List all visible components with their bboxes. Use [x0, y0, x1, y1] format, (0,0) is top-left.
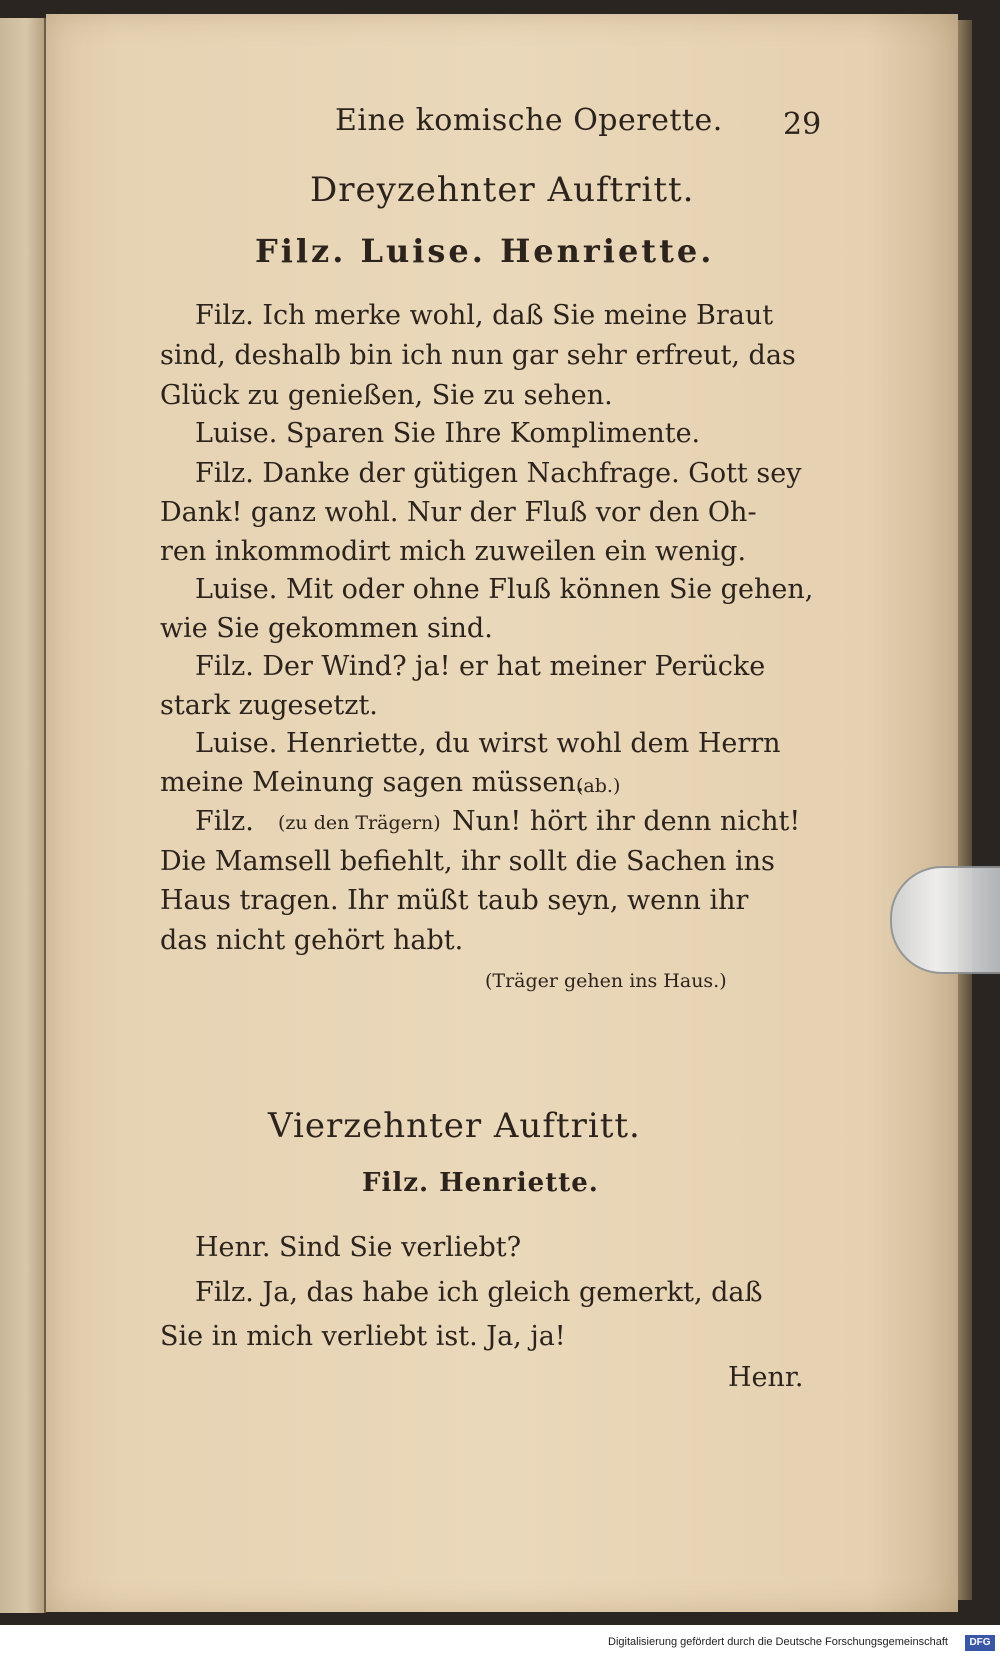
- running-title: Eine komische Operette.: [335, 103, 723, 138]
- stage-direction: (Träger gehen ins Haus.): [485, 970, 727, 992]
- text-line: Luise. Henriette, du wirst wohl dem Herrn: [195, 728, 781, 759]
- text-line: Filz. Der Wind? ja! er hat meiner Perücke: [195, 651, 766, 682]
- filz-speech: Nun! hört ihr denn nicht!: [452, 806, 801, 837]
- exit-note: (ab.): [576, 775, 621, 797]
- text-line: Haus tragen. Ihr müßt taub seyn, wenn ihr: [160, 885, 749, 916]
- text-line: Filz. Ich merke wohl, daß Sie meine Braut: [195, 300, 774, 331]
- scene-14-cast: Filz. Henriette.: [362, 1168, 599, 1198]
- text-line: Filz. Danke der gütigen Nachfrage. Gott sey: [195, 458, 802, 489]
- dfg-logo: DFG: [965, 1635, 995, 1651]
- filz-direction: (zu den Trägern): [278, 812, 441, 834]
- catchword: Henr.: [728, 1362, 804, 1393]
- text-line: Glück zu genießen, Sie zu sehen.: [160, 380, 613, 411]
- text-line: ren inkommodirt mich zuweilen ein wenig.: [160, 536, 747, 567]
- paper-clip: [890, 866, 1000, 974]
- text-line: Luise. Sparen Sie Ihre Komplimente.: [195, 418, 701, 449]
- text-line: stark zugesetzt.: [160, 690, 378, 721]
- text-line: Dank! ganz wohl. Nur der Fluß vor den Oh-: [160, 497, 757, 528]
- text-line: Henr. Sind Sie verliebt?: [195, 1232, 522, 1263]
- page-number: 29: [783, 107, 822, 142]
- text-line: sind, deshalb bin ich nun gar sehr erfreut, das: [160, 340, 796, 371]
- scene-13-cast: Filz. Luise. Henriette.: [255, 232, 715, 270]
- text-line: Sie in mich verliebt ist. Ja, ja!: [160, 1321, 566, 1352]
- text-line: meine Meinung sagen müssen.: [160, 767, 585, 798]
- filz-speaker: Filz.: [195, 806, 254, 837]
- digitization-credit: Digitalisierung gefördert durch die Deutsche Forschungsgemeinschaft: [608, 1636, 948, 1648]
- page-stack-edge: [958, 20, 972, 1600]
- text-line: Luise. Mit oder ohne Fluß können Sie gehen,: [195, 574, 814, 605]
- text-line: wie Sie gekommen sind.: [160, 613, 493, 644]
- facing-page-edge: [0, 18, 46, 1613]
- scene-14-title: Vierzehnter Auftritt.: [268, 1106, 641, 1146]
- text-line: Filz. Ja, das habe ich gleich gemerkt, daß: [195, 1277, 763, 1308]
- scene-13-title: Dreyzehnter Auftritt.: [310, 170, 695, 210]
- text-line: Die Mamsell befiehlt, ihr sollt die Sachen ins: [160, 846, 775, 877]
- text-line: das nicht gehört habt.: [160, 925, 464, 956]
